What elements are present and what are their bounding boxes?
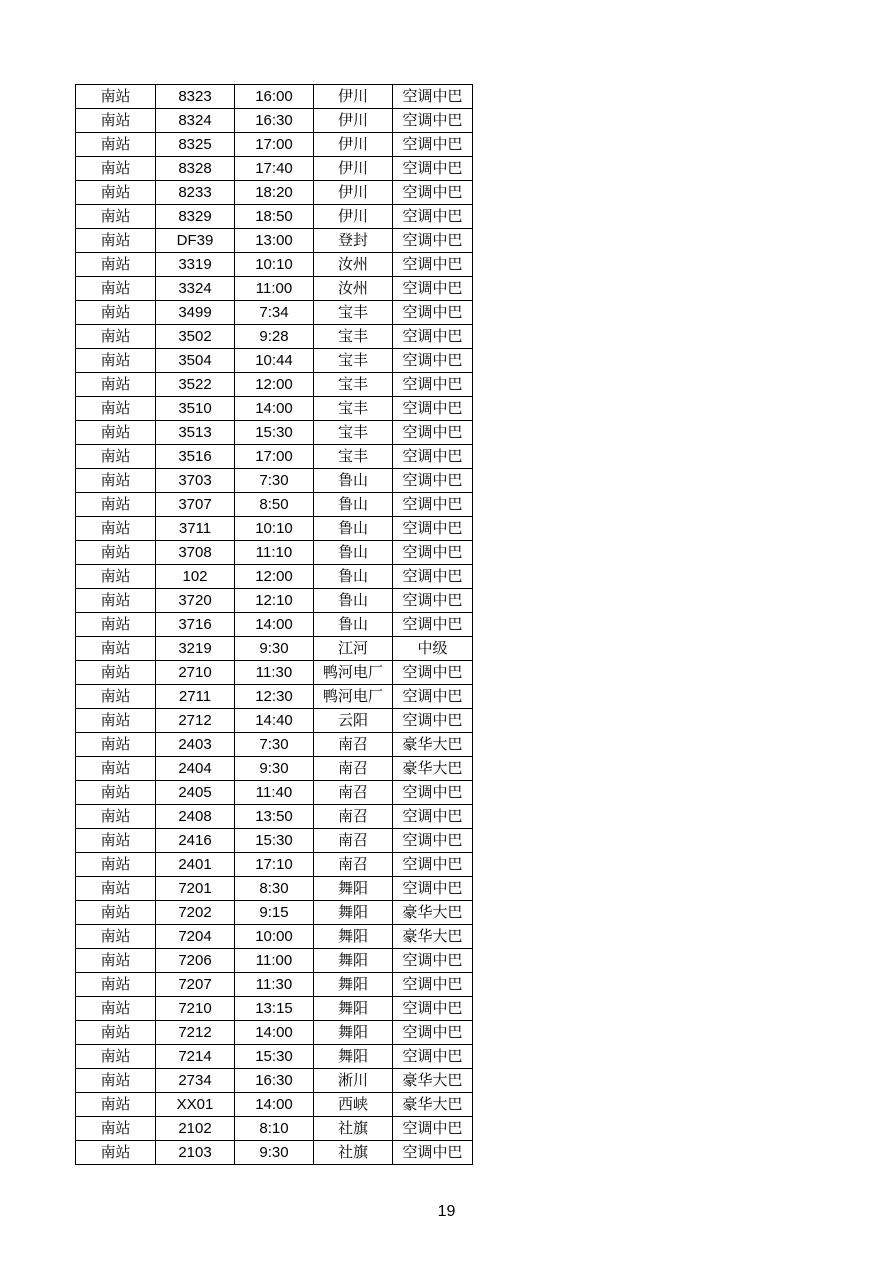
table-row (76, 661, 473, 685)
bus-type-cell: 空调中巴 (393, 445, 473, 469)
route-number-cell: 2401 (156, 853, 235, 877)
bus-schedule-body (76, 85, 473, 1165)
bus-type-cell: 空调中巴 (393, 109, 473, 133)
route-number-cell: 3707 (156, 493, 235, 517)
bus-type-cell: 空调中巴 (393, 1117, 473, 1141)
station-cell: 南站 (76, 85, 156, 109)
departure-time-cell: 8:50 (235, 493, 314, 517)
destination-cell: 云阳 (314, 709, 393, 733)
route-number-cell: 2403 (156, 733, 235, 757)
destination-cell: 伊川 (314, 133, 393, 157)
destination-cell: 伊川 (314, 205, 393, 229)
route-number-cell: 2712 (156, 709, 235, 733)
departure-time-cell: 9:30 (235, 1141, 314, 1165)
bus-type-cell: 空调中巴 (393, 613, 473, 637)
route-number-cell: 3708 (156, 541, 235, 565)
station-cell: 南站 (76, 829, 156, 853)
station-cell: 南站 (76, 901, 156, 925)
table-row (76, 229, 473, 253)
route-number-cell: 8323 (156, 85, 235, 109)
table-row (76, 205, 473, 229)
table-row (76, 445, 473, 469)
destination-cell: 宝丰 (314, 301, 393, 325)
station-cell: 南站 (76, 949, 156, 973)
bus-type-cell: 空调中巴 (393, 301, 473, 325)
destination-cell: 登封 (314, 229, 393, 253)
departure-time-cell: 15:30 (235, 1045, 314, 1069)
station-cell: 南站 (76, 157, 156, 181)
station-cell: 南站 (76, 253, 156, 277)
departure-time-cell: 12:00 (235, 373, 314, 397)
bus-type-cell: 豪华大巴 (393, 925, 473, 949)
route-number-cell: 7214 (156, 1045, 235, 1069)
table-row (76, 781, 473, 805)
destination-cell: 舞阳 (314, 925, 393, 949)
destination-cell: 鲁山 (314, 613, 393, 637)
destination-cell: 江河 (314, 637, 393, 661)
station-cell: 南站 (76, 181, 156, 205)
route-number-cell: 7206 (156, 949, 235, 973)
table-row (76, 925, 473, 949)
station-cell: 南站 (76, 1045, 156, 1069)
bus-type-cell: 空调中巴 (393, 973, 473, 997)
destination-cell: 鲁山 (314, 469, 393, 493)
route-number-cell: 7202 (156, 901, 235, 925)
destination-cell: 鲁山 (314, 493, 393, 517)
route-number-cell: XX01 (156, 1093, 235, 1117)
route-number-cell: 3502 (156, 325, 235, 349)
table-row (76, 757, 473, 781)
departure-time-cell: 16:30 (235, 1069, 314, 1093)
route-number-cell: 3703 (156, 469, 235, 493)
table-row (76, 709, 473, 733)
table-row (76, 373, 473, 397)
departure-time-cell: 11:00 (235, 277, 314, 301)
bus-type-cell: 中级 (393, 637, 473, 661)
bus-type-cell: 空调中巴 (393, 493, 473, 517)
route-number-cell: 2103 (156, 1141, 235, 1165)
departure-time-cell: 18:50 (235, 205, 314, 229)
bus-type-cell: 空调中巴 (393, 85, 473, 109)
bus-type-cell: 空调中巴 (393, 253, 473, 277)
departure-time-cell: 8:30 (235, 877, 314, 901)
departure-time-cell: 15:30 (235, 421, 314, 445)
table-row (76, 853, 473, 877)
destination-cell: 舞阳 (314, 949, 393, 973)
destination-cell: 舞阳 (314, 901, 393, 925)
bus-type-cell: 空调中巴 (393, 229, 473, 253)
departure-time-cell: 10:10 (235, 517, 314, 541)
station-cell: 南站 (76, 997, 156, 1021)
destination-cell: 鸭河电厂 (314, 685, 393, 709)
bus-type-cell: 空调中巴 (393, 997, 473, 1021)
station-cell: 南站 (76, 1093, 156, 1117)
destination-cell: 南召 (314, 853, 393, 877)
station-cell: 南站 (76, 805, 156, 829)
bus-type-cell: 空调中巴 (393, 853, 473, 877)
departure-time-cell: 17:00 (235, 445, 314, 469)
table-row (76, 1021, 473, 1045)
station-cell: 南站 (76, 877, 156, 901)
destination-cell: 汝州 (314, 253, 393, 277)
station-cell: 南站 (76, 757, 156, 781)
route-number-cell: 2102 (156, 1117, 235, 1141)
departure-time-cell: 17:40 (235, 157, 314, 181)
station-cell: 南站 (76, 973, 156, 997)
station-cell: 南站 (76, 517, 156, 541)
table-row (76, 1141, 473, 1165)
route-number-cell: 7212 (156, 1021, 235, 1045)
departure-time-cell: 12:10 (235, 589, 314, 613)
table-row (76, 901, 473, 925)
route-number-cell: 3319 (156, 253, 235, 277)
route-number-cell: 3324 (156, 277, 235, 301)
departure-time-cell: 10:44 (235, 349, 314, 373)
route-number-cell: DF39 (156, 229, 235, 253)
table-row (76, 877, 473, 901)
bus-type-cell: 空调中巴 (393, 181, 473, 205)
departure-time-cell: 9:15 (235, 901, 314, 925)
destination-cell: 淅川 (314, 1069, 393, 1093)
table-row (76, 613, 473, 637)
bus-type-cell: 空调中巴 (393, 685, 473, 709)
departure-time-cell: 7:34 (235, 301, 314, 325)
bus-type-cell: 空调中巴 (393, 373, 473, 397)
route-number-cell: 3513 (156, 421, 235, 445)
route-number-cell: 2405 (156, 781, 235, 805)
destination-cell: 舞阳 (314, 997, 393, 1021)
bus-type-cell: 豪华大巴 (393, 757, 473, 781)
route-number-cell: 2711 (156, 685, 235, 709)
table-row (76, 493, 473, 517)
departure-time-cell: 10:00 (235, 925, 314, 949)
departure-time-cell: 11:40 (235, 781, 314, 805)
table-row (76, 517, 473, 541)
destination-cell: 舞阳 (314, 877, 393, 901)
station-cell: 南站 (76, 397, 156, 421)
bus-type-cell: 空调中巴 (393, 877, 473, 901)
route-number-cell: 102 (156, 565, 235, 589)
route-number-cell: 3711 (156, 517, 235, 541)
station-cell: 南站 (76, 709, 156, 733)
route-number-cell: 7201 (156, 877, 235, 901)
table-row (76, 397, 473, 421)
table-row (76, 589, 473, 613)
destination-cell: 宝丰 (314, 421, 393, 445)
bus-type-cell: 空调中巴 (393, 709, 473, 733)
bus-type-cell: 空调中巴 (393, 1021, 473, 1045)
destination-cell: 伊川 (314, 109, 393, 133)
departure-time-cell: 17:00 (235, 133, 314, 157)
destination-cell: 伊川 (314, 181, 393, 205)
bus-type-cell: 空调中巴 (393, 205, 473, 229)
table-row (76, 133, 473, 157)
destination-cell: 南召 (314, 733, 393, 757)
bus-type-cell: 空调中巴 (393, 277, 473, 301)
station-cell: 南站 (76, 301, 156, 325)
station-cell: 南站 (76, 421, 156, 445)
route-number-cell: 7204 (156, 925, 235, 949)
station-cell: 南站 (76, 925, 156, 949)
station-cell: 南站 (76, 853, 156, 877)
destination-cell: 伊川 (314, 157, 393, 181)
station-cell: 南站 (76, 733, 156, 757)
bus-type-cell: 空调中巴 (393, 397, 473, 421)
route-number-cell: 3510 (156, 397, 235, 421)
route-number-cell: 3516 (156, 445, 235, 469)
table-row (76, 733, 473, 757)
departure-time-cell: 7:30 (235, 469, 314, 493)
table-row (76, 829, 473, 853)
departure-time-cell: 14:00 (235, 397, 314, 421)
table-row (76, 109, 473, 133)
bus-type-cell: 空调中巴 (393, 325, 473, 349)
table-row (76, 421, 473, 445)
destination-cell: 南召 (314, 829, 393, 853)
destination-cell: 西峡 (314, 1093, 393, 1117)
route-number-cell: 2734 (156, 1069, 235, 1093)
station-cell: 南站 (76, 541, 156, 565)
route-number-cell: 7210 (156, 997, 235, 1021)
bus-type-cell: 豪华大巴 (393, 1093, 473, 1117)
departure-time-cell: 12:00 (235, 565, 314, 589)
departure-time-cell: 7:30 (235, 733, 314, 757)
departure-time-cell: 18:20 (235, 181, 314, 205)
station-cell: 南站 (76, 661, 156, 685)
bus-type-cell: 空调中巴 (393, 133, 473, 157)
departure-time-cell: 13:00 (235, 229, 314, 253)
station-cell: 南站 (76, 1021, 156, 1045)
table-row (76, 277, 473, 301)
station-cell: 南站 (76, 685, 156, 709)
table-row (76, 301, 473, 325)
route-number-cell: 3716 (156, 613, 235, 637)
departure-time-cell: 12:30 (235, 685, 314, 709)
bus-type-cell: 豪华大巴 (393, 901, 473, 925)
station-cell: 南站 (76, 781, 156, 805)
destination-cell: 宝丰 (314, 373, 393, 397)
table-row (76, 685, 473, 709)
station-cell: 南站 (76, 349, 156, 373)
bus-schedule-table (75, 84, 473, 1165)
bus-type-cell: 空调中巴 (393, 541, 473, 565)
bus-type-cell: 空调中巴 (393, 421, 473, 445)
bus-type-cell: 空调中巴 (393, 565, 473, 589)
destination-cell: 鲁山 (314, 517, 393, 541)
departure-time-cell: 17:10 (235, 853, 314, 877)
destination-cell: 宝丰 (314, 349, 393, 373)
bus-type-cell: 空调中巴 (393, 829, 473, 853)
departure-time-cell: 14:00 (235, 1093, 314, 1117)
table-row (76, 637, 473, 661)
departure-time-cell: 13:50 (235, 805, 314, 829)
bus-type-cell: 豪华大巴 (393, 1069, 473, 1093)
bus-type-cell: 豪华大巴 (393, 733, 473, 757)
table-row (76, 85, 473, 109)
departure-time-cell: 11:10 (235, 541, 314, 565)
route-number-cell: 2404 (156, 757, 235, 781)
station-cell: 南站 (76, 613, 156, 637)
table-row (76, 349, 473, 373)
destination-cell: 南召 (314, 757, 393, 781)
destination-cell: 汝州 (314, 277, 393, 301)
departure-time-cell: 8:10 (235, 1117, 314, 1141)
bus-type-cell: 空调中巴 (393, 589, 473, 613)
bus-type-cell: 空调中巴 (393, 805, 473, 829)
table-row (76, 949, 473, 973)
station-cell: 南站 (76, 325, 156, 349)
bus-type-cell: 空调中巴 (393, 469, 473, 493)
destination-cell: 舞阳 (314, 1045, 393, 1069)
departure-time-cell: 9:30 (235, 637, 314, 661)
bus-type-cell: 空调中巴 (393, 517, 473, 541)
departure-time-cell: 9:30 (235, 757, 314, 781)
station-cell: 南站 (76, 229, 156, 253)
route-number-cell: 2710 (156, 661, 235, 685)
destination-cell: 鲁山 (314, 589, 393, 613)
bus-type-cell: 空调中巴 (393, 1045, 473, 1069)
route-number-cell: 3504 (156, 349, 235, 373)
table-row (76, 1117, 473, 1141)
bus-type-cell: 空调中巴 (393, 781, 473, 805)
table-row (76, 1069, 473, 1093)
destination-cell: 鲁山 (314, 565, 393, 589)
departure-time-cell: 16:00 (235, 85, 314, 109)
route-number-cell: 3219 (156, 637, 235, 661)
departure-time-cell: 11:30 (235, 973, 314, 997)
station-cell: 南站 (76, 133, 156, 157)
destination-cell: 南召 (314, 805, 393, 829)
departure-time-cell: 9:28 (235, 325, 314, 349)
route-number-cell: 3522 (156, 373, 235, 397)
route-number-cell: 8325 (156, 133, 235, 157)
destination-cell: 宝丰 (314, 445, 393, 469)
table-row (76, 469, 473, 493)
table-row (76, 325, 473, 349)
destination-cell: 宝丰 (314, 325, 393, 349)
station-cell: 南站 (76, 589, 156, 613)
destination-cell: 宝丰 (314, 397, 393, 421)
station-cell: 南站 (76, 493, 156, 517)
table-row (76, 181, 473, 205)
route-number-cell: 8324 (156, 109, 235, 133)
table-row (76, 157, 473, 181)
route-number-cell: 2416 (156, 829, 235, 853)
station-cell: 南站 (76, 637, 156, 661)
destination-cell: 社旗 (314, 1141, 393, 1165)
table-row (76, 253, 473, 277)
departure-time-cell: 11:00 (235, 949, 314, 973)
route-number-cell: 8329 (156, 205, 235, 229)
destination-cell: 鲁山 (314, 541, 393, 565)
station-cell: 南站 (76, 1117, 156, 1141)
destination-cell: 社旗 (314, 1117, 393, 1141)
route-number-cell: 8233 (156, 181, 235, 205)
table-row (76, 973, 473, 997)
station-cell: 南站 (76, 205, 156, 229)
departure-time-cell: 16:30 (235, 109, 314, 133)
page-number: 19 (437, 1203, 456, 1220)
departure-time-cell: 10:10 (235, 253, 314, 277)
route-number-cell: 3720 (156, 589, 235, 613)
route-number-cell: 2408 (156, 805, 235, 829)
destination-cell: 舞阳 (314, 973, 393, 997)
route-number-cell: 3499 (156, 301, 235, 325)
departure-time-cell: 13:15 (235, 997, 314, 1021)
destination-cell: 伊川 (314, 85, 393, 109)
station-cell: 南站 (76, 277, 156, 301)
station-cell: 南站 (76, 565, 156, 589)
station-cell: 南站 (76, 1141, 156, 1165)
station-cell: 南站 (76, 445, 156, 469)
route-number-cell: 8328 (156, 157, 235, 181)
route-number-cell: 7207 (156, 973, 235, 997)
table-row (76, 997, 473, 1021)
table-row (76, 805, 473, 829)
departure-time-cell: 14:40 (235, 709, 314, 733)
bus-type-cell: 空调中巴 (393, 949, 473, 973)
table-row (76, 1093, 473, 1117)
destination-cell: 舞阳 (314, 1021, 393, 1045)
table-row (76, 1045, 473, 1069)
bus-type-cell: 空调中巴 (393, 661, 473, 685)
destination-cell: 南召 (314, 781, 393, 805)
departure-time-cell: 14:00 (235, 1021, 314, 1045)
table-row (76, 541, 473, 565)
bus-type-cell: 空调中巴 (393, 157, 473, 181)
station-cell: 南站 (76, 373, 156, 397)
station-cell: 南站 (76, 1069, 156, 1093)
bus-type-cell: 空调中巴 (393, 1141, 473, 1165)
departure-time-cell: 14:00 (235, 613, 314, 637)
departure-time-cell: 11:30 (235, 661, 314, 685)
station-cell: 南站 (76, 109, 156, 133)
destination-cell: 鸭河电厂 (314, 661, 393, 685)
station-cell: 南站 (76, 469, 156, 493)
departure-time-cell: 15:30 (235, 829, 314, 853)
bus-type-cell: 空调中巴 (393, 349, 473, 373)
table-row (76, 565, 473, 589)
